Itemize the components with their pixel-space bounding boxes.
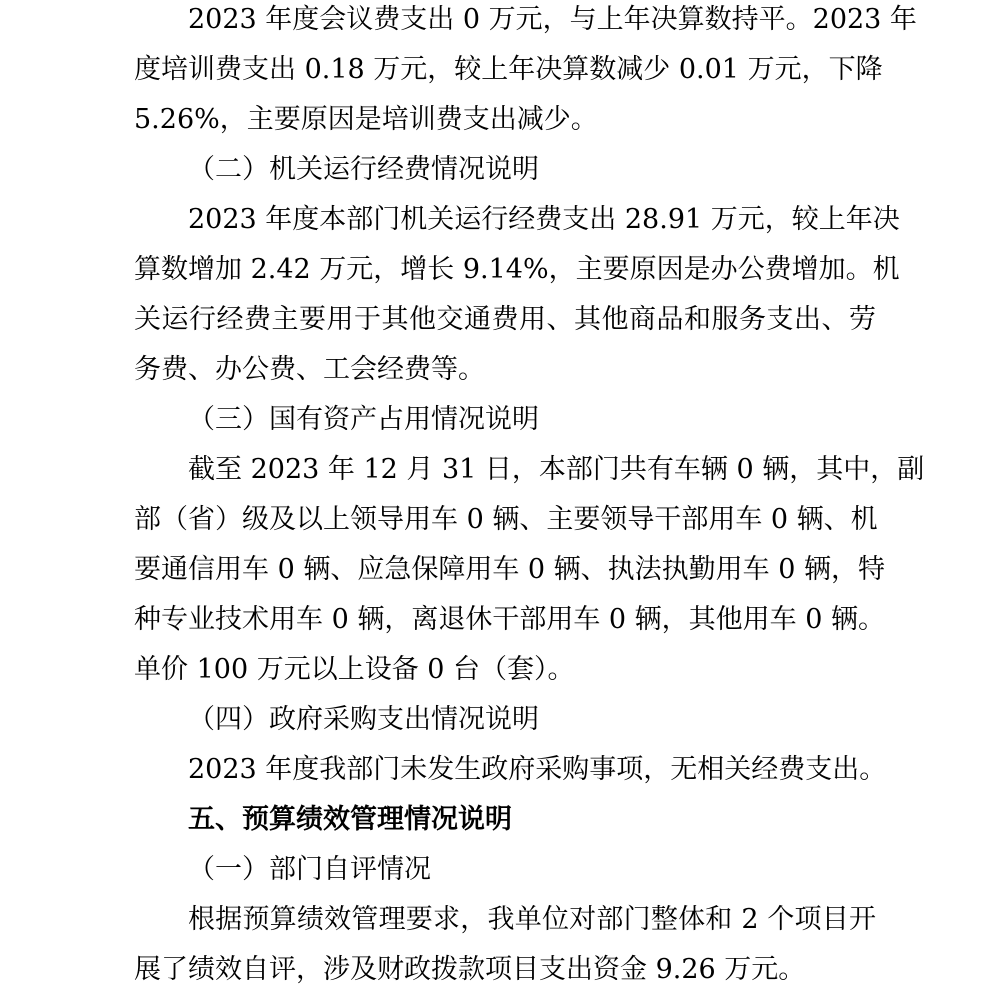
paragraph-line: 2023 年度我部门未发生政府采购事项，无相关经费支出。 <box>188 754 887 785</box>
paragraph-line: 展了绩效自评，涉及财政拨款项目支出资金 9.26 万元。 <box>134 954 806 985</box>
paragraph-line: 单价 100 万元以上设备 0 台（套）。 <box>134 654 575 685</box>
paragraph-line: 截至 2023 年 12 月 31 日，本部门共有车辆 0 辆，其中，副 <box>188 454 925 485</box>
chapter-heading: 五、预算绩效管理情况说明 <box>188 804 512 835</box>
paragraph-line: 算数增加 2.42 万元，增长 9.14%，主要原因是办公费增加。机 <box>134 254 900 285</box>
section-heading: （三）国有资产占用情况说明 <box>188 404 539 435</box>
paragraph-line: 度培训费支出 0.18 万元，较上年决算数减少 0.01 万元，下降 <box>134 54 883 85</box>
paragraph-line: 关运行经费主要用于其他交通费用、其他商品和服务支出、劳 <box>134 304 876 335</box>
paragraph-line: 务费、办公费、工会经费等。 <box>134 354 485 385</box>
paragraph-line: 2023 年度本部门机关运行经费支出 28.91 万元，较上年决 <box>188 204 900 235</box>
paragraph-line: 种专业技术用车 0 辆，离退休干部用车 0 辆，其他用车 0 辆。 <box>134 604 886 635</box>
paragraph-line: 根据预算绩效管理要求，我单位对部门整体和 2 个项目开 <box>188 904 876 935</box>
paragraph-line: 要通信用车 0 辆、应急保障用车 0 辆、执法执勤用车 0 辆，特 <box>134 554 886 585</box>
section-heading: （四）政府采购支出情况说明 <box>188 704 539 735</box>
section-heading: （一）部门自评情况 <box>188 854 431 885</box>
paragraph-line: 2023 年度会议费支出 0 万元，与上年决算数持平。2023 年 <box>188 4 917 35</box>
paragraph-line: 5.26%，主要原因是培训费支出减少。 <box>134 104 598 135</box>
paragraph-line: 部（省）级及以上领导用车 0 辆、主要领导干部用车 0 辆、机 <box>134 504 878 535</box>
section-heading: （二）机关运行经费情况说明 <box>188 154 539 185</box>
